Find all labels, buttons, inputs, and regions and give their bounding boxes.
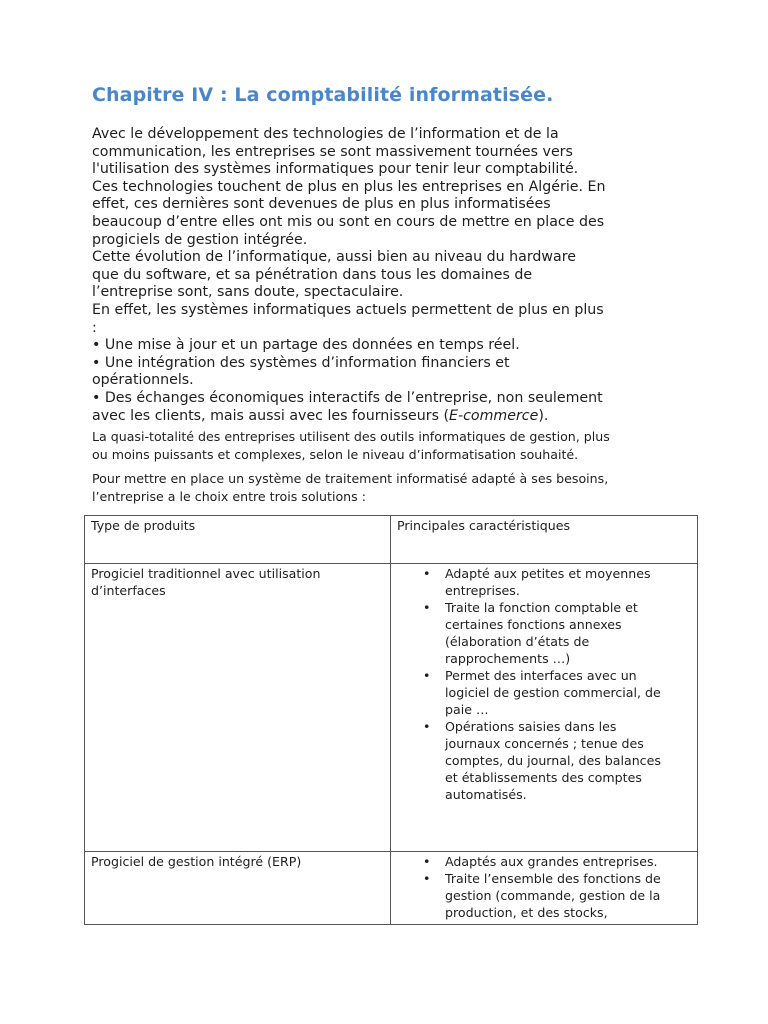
list-item [445, 599, 691, 667]
list-item [445, 565, 691, 599]
text-line: beaucoup d’entre elles ont mis ou sont en cours de mettre en place des [92, 213, 605, 230]
table-cell-features [391, 564, 698, 852]
text-line: comptes, du journal, des balances [445, 753, 661, 768]
ecommerce-term: E-commerce [449, 407, 539, 424]
list-item [445, 718, 691, 803]
text-line: que du software, et sa pénétration dans tous les domaines de [92, 266, 533, 283]
text-line: gestion (commande, gestion de la [445, 888, 661, 903]
text-line: opérationnels. [92, 372, 194, 389]
feature-list [397, 853, 691, 921]
list-item [445, 870, 691, 921]
text-line: rapprochements …) [445, 651, 571, 666]
text-line: entreprises. [445, 583, 520, 598]
text-line: automatisés. [445, 787, 527, 802]
text-line: communication, les entreprises se sont massivement tournées vers [92, 143, 573, 160]
text-line: production, et des stocks, [445, 905, 608, 920]
text-line: Progiciel de gestion intégré (ERP) [91, 854, 302, 869]
text-line: Pour mettre en place un système de traitement informatisé adapté à ses besoins, [92, 471, 609, 486]
text-line: • Adaptés aux grandes entreprises. [445, 854, 658, 869]
intro-paragraph-1 [92, 126, 692, 425]
text-line: Progiciel traditionnel avec utilisation [91, 566, 321, 581]
text-line: : [92, 319, 97, 336]
text-line: ou moins puissants et complexes, selon le niveau d’informatisation souhaité. [92, 446, 579, 462]
text-line: (élaboration d’états de [445, 634, 590, 649]
bullet-item: • Des échanges économiques interactifs de l’entreprise, non seulement [92, 389, 603, 406]
table-row [85, 852, 698, 925]
table-header-row [85, 516, 698, 564]
table-header-cell: Type de produits [85, 516, 391, 564]
text-line: d’interfaces [91, 583, 166, 598]
text-fragment: avec les clients, mais aussi avec les fournisseurs ( [92, 407, 450, 424]
text-line [92, 408, 692, 426]
table-cell-features [391, 852, 698, 925]
text-line: En effet, les systèmes informatiques actuels permettent de plus en plus [92, 301, 604, 318]
text-line: • Permet des interfaces avec un [445, 668, 637, 683]
table-cell-type [85, 852, 391, 925]
table-cell-type [85, 564, 391, 852]
text-line: logiciel de gestion commercial, de [445, 685, 661, 700]
chapter-title: Chapitre IV : La comptabilité informatisée. [92, 84, 554, 106]
list-item [445, 667, 691, 718]
text-line: • Adapté aux petites et moyennes [445, 566, 651, 581]
text-line: Ces technologies touchent de plus en plus les entreprises en Algérie. En [92, 178, 606, 195]
solutions-table [84, 515, 698, 925]
text-line: progiciels de gestion intégrée. [92, 231, 308, 248]
text-line: l’entreprise a le choix entre trois solutions : [92, 488, 366, 504]
list-item [445, 853, 691, 870]
text-line: et établissements des comptes [445, 770, 642, 785]
text-line: certaines fonctions annexes [445, 617, 622, 632]
bullet-item: • Une intégration des systèmes d’information financiers et [92, 354, 510, 371]
table-header-cell: Principales caractéristiques [391, 516, 698, 564]
text-line: l'utilisation des systèmes informatiques pour tenir leur comptabilité. [92, 161, 579, 178]
note-paragraph [92, 428, 692, 463]
text-line: Cette évolution de l’informatique, aussi bien au niveau du hardware [92, 249, 576, 266]
text-line: • Traite la fonction comptable et [445, 600, 638, 615]
text-line: paie … [445, 702, 489, 717]
text-line: • Traite l’ensemble des fonctions de [445, 871, 661, 886]
text-line: La quasi-totalité des entreprises utilisent des outils informatiques de gestion, plus [92, 429, 610, 444]
text-fragment: ). [538, 407, 549, 424]
text-line: journaux concernés ; tenue des [445, 736, 644, 751]
text-line: l’entreprise sont, sans doute, spectaculaire. [92, 284, 404, 301]
feature-list [397, 565, 691, 803]
text-line: Avec le développement des technologies de l’information et de la [92, 126, 559, 142]
solutions-intro-paragraph [92, 470, 692, 505]
text-line: • Opérations saisies dans les [445, 719, 617, 734]
table-row [85, 564, 698, 852]
bullet-item: • Une mise à jour et un partage des données en temps réel. [92, 337, 520, 354]
text-line: effet, ces dernières sont devenues de plus en plus informatisées [92, 196, 551, 213]
